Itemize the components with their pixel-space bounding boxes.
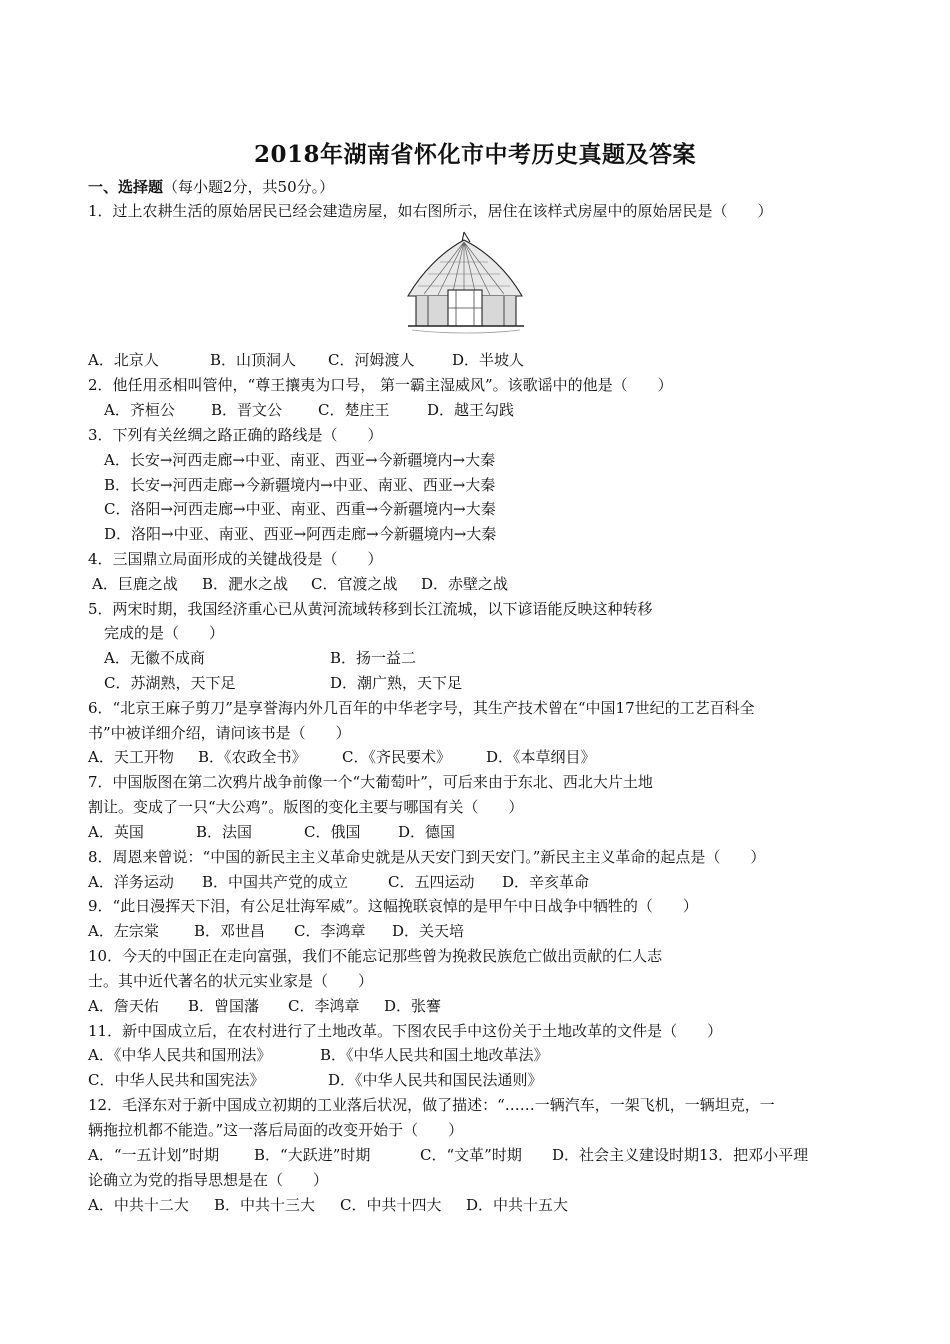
q13-option-b[interactable]: B．中共十三大 [214, 1196, 316, 1214]
question-11-options-row1 [88, 1045, 549, 1065]
q8-option-b[interactable]: B．中国共产党的成立 [202, 873, 349, 891]
page-title: 2018年湖南省怀化市中考历史真题及答案 [253, 141, 696, 168]
question-1-stem: 1．过上农耕生活的原始居民已经会建造房屋，如右图所示，居住在该样式房屋中的原始居民是（ ） [88, 202, 773, 220]
question-10-stem-line1: 10．今天的中国正在走向富强，我们不能忘记那些曾为挽救民族危亡做出贡献的仁人志 [88, 947, 663, 965]
question-5-stem-line2: 完成的是（ ） [104, 624, 225, 642]
q5-option-d[interactable]: D．潮广熟，天下足 [330, 674, 463, 692]
question-8-options [88, 872, 589, 892]
question-9-options [88, 921, 464, 941]
q7-option-c[interactable]: C．俄国 [304, 823, 361, 841]
q11-option-a[interactable]: A．《中华人民共和国刑法》 [88, 1046, 272, 1064]
q1-option-b[interactable]: B．山顶洞人 [210, 351, 297, 369]
q13-option-a[interactable]: A．中共十二大 [88, 1196, 189, 1214]
q13-option-c[interactable]: C．中共十四大 [340, 1196, 442, 1214]
question-8-stem: 8．周恩来曾说：“中国的新民主主义革命史就是从天安门到天安门。”新民主主义革命的起点是（ ） [88, 848, 766, 866]
q4-option-c[interactable]: C．官渡之战 [311, 575, 398, 593]
q8-option-d[interactable]: D．辛亥革命 [502, 873, 590, 891]
q2-option-c[interactable]: C．楚庄王 [318, 401, 390, 419]
hut-house-icon [408, 232, 524, 333]
q6-option-a[interactable]: A．天工开物 [88, 748, 174, 766]
q7-option-d[interactable]: D．德国 [398, 823, 456, 841]
q11-option-b[interactable]: B．《中华人民共和国土地改革法》 [320, 1046, 549, 1064]
q8-option-c[interactable]: C．五四运动 [388, 873, 475, 891]
q12-option-a[interactable]: A．“一五计划”时期 [88, 1146, 220, 1164]
q4-option-a[interactable]: A．巨鹿之战 [92, 575, 178, 593]
question-12-options [88, 1145, 808, 1165]
q1-option-d[interactable]: D．半坡人 [452, 351, 525, 369]
question-7-options [88, 822, 455, 842]
question-4-options [92, 574, 508, 594]
q5-option-b[interactable]: B．扬一益二 [330, 649, 417, 667]
question-13-options [88, 1195, 568, 1215]
q7-option-a[interactable]: A．英国 [88, 823, 144, 841]
q5-option-a[interactable]: A．无徽不成商 [104, 649, 205, 667]
question-13-stem: 论确立为党的指导思想是在（ ） [88, 1171, 329, 1189]
q10-option-d[interactable]: D．张謇 [384, 997, 442, 1015]
q6-option-c[interactable]: C．《齐民要术》 [342, 748, 451, 766]
question-12-stem-line1: 12．毛泽东对于新中国成立初期的工业落后状况，做了描述：“……一辆汽车，一架飞机，一辆坦克，一 [88, 1096, 775, 1114]
q4-option-d[interactable]: D．赤壁之战 [421, 575, 509, 593]
question-11-stem: 11．新中国成立后，在农村进行了土地改革。下图农民手中这份关于土地改革的文件是（ ） [88, 1022, 723, 1040]
q8-option-a[interactable]: A．洋务运动 [88, 873, 174, 891]
q12-option-d[interactable]: D．社会主义建设时期13．把邓小平理 [552, 1146, 809, 1164]
question-6-stem-line1: 6．“北京王麻子剪刀”是享誉海内外几百年的中华老字号，其生产技术曾在“中国17世纪的工艺百科全 [88, 699, 755, 717]
q10-option-c[interactable]: C．李鸿章 [288, 997, 360, 1015]
q4-option-b[interactable]: B．淝水之战 [202, 575, 289, 593]
q11-option-d[interactable]: D．《中华人民共和国民法通则》 [328, 1071, 543, 1089]
q5-option-c[interactable]: C．苏湖熟，天下足 [104, 674, 236, 692]
question-6-options [88, 747, 596, 767]
question-6-stem-line2: 书”中被详细介绍，请问该书是（ ） [88, 724, 351, 742]
q3-option-d[interactable]: D．洛阳→中亚、南亚、西亚→阿西走廊→今新疆境内→大秦 [104, 525, 497, 543]
section-heading: 一、选择题 [88, 178, 164, 196]
q3-option-c[interactable]: C．洛阳→河西走廊→中亚、南亚、西重→今新疆境内→大秦 [104, 500, 496, 518]
question-10-stem-line2: 士。其中近代著名的状元实业家是（ ） [88, 972, 374, 990]
q2-option-b[interactable]: B．晋文公 [211, 401, 283, 419]
question-7-stem-line1: 7．中国版图在第二次鸦片战争前像一个“大葡萄叶”，可后来由于东北、西北大片土地 [88, 773, 653, 791]
q12-option-c[interactable]: C．“文革”时期 [420, 1146, 522, 1164]
question-12-stem-line2: 辆拖拉机都不能造。”这一落后局面的改变开始于（ ） [88, 1121, 464, 1139]
q10-option-b[interactable]: B．曾国藩 [188, 997, 260, 1015]
question-5-options-row1 [104, 648, 416, 668]
question-10-options [88, 996, 441, 1016]
hut-house-illustration [404, 230, 528, 338]
q12-option-b[interactable]: B．“大跃进”时期 [254, 1146, 371, 1164]
q10-option-a[interactable]: A．詹天佑 [88, 997, 159, 1015]
question-1-options [88, 350, 524, 370]
q6-option-d[interactable]: D．《本草纲目》 [486, 748, 596, 766]
q1-option-a[interactable]: A．北京人 [88, 351, 159, 369]
q9-option-d[interactable]: D．关天培 [392, 922, 465, 940]
question-4-stem: 4．三国鼎立局面形成的关键战役是（ ） [88, 550, 383, 568]
section-note: （每小题2分，共50分。） [163, 178, 335, 196]
q1-option-c[interactable]: C．河姆渡人 [328, 351, 415, 369]
question-2-options [104, 400, 514, 420]
q2-option-a[interactable]: A．齐桓公 [104, 401, 175, 419]
question-9-stem: 9．“此日漫挥天下泪，有公足壮海军威”。这幅挽联哀悼的是甲午中日战争中牺牲的（ ） [88, 897, 698, 915]
section-heading-line [88, 177, 334, 197]
q3-option-b[interactable]: B．长安→河西走廊→今新疆境内→中亚、南亚、西亚→大秦 [104, 476, 496, 494]
question-7-stem-line2: 割让。变成了一只“大公鸡”。版图的变化主要与哪国有关（ ） [88, 798, 524, 816]
question-2-stem: 2．他任用丞相叫管仲，“尊王攘夷为口号， 第一霸主湿威风”。该歌谣中的他是（ ） [88, 376, 673, 394]
q3-option-a[interactable]: A．长安→河西走廊→中亚、南亚、西亚→今新疆境内→大秦 [104, 451, 496, 469]
question-11-options-row2 [88, 1070, 543, 1090]
q6-option-b[interactable]: B．《农政全书》 [198, 748, 307, 766]
question-5-options-row2 [104, 673, 462, 693]
question-3-stem: 3．下列有关丝绸之路正确的路线是（ ） [88, 426, 383, 444]
q2-option-d[interactable]: D．越王勾践 [427, 401, 515, 419]
q9-option-b[interactable]: B．邓世昌 [194, 922, 266, 940]
question-5-stem-line1: 5．两宋时期，我国经济重心已从黄河流域转移到长江流城，以下谚语能反映这种转移 [88, 600, 653, 618]
q11-option-c[interactable]: C．中华人民共和国宪法》 [88, 1071, 265, 1089]
q7-option-b[interactable]: B．法国 [196, 823, 253, 841]
q13-option-d[interactable]: D．中共十五大 [466, 1196, 569, 1214]
q9-option-a[interactable]: A．左宗棠 [88, 922, 159, 940]
q9-option-c[interactable]: C．李鸿章 [294, 922, 366, 940]
